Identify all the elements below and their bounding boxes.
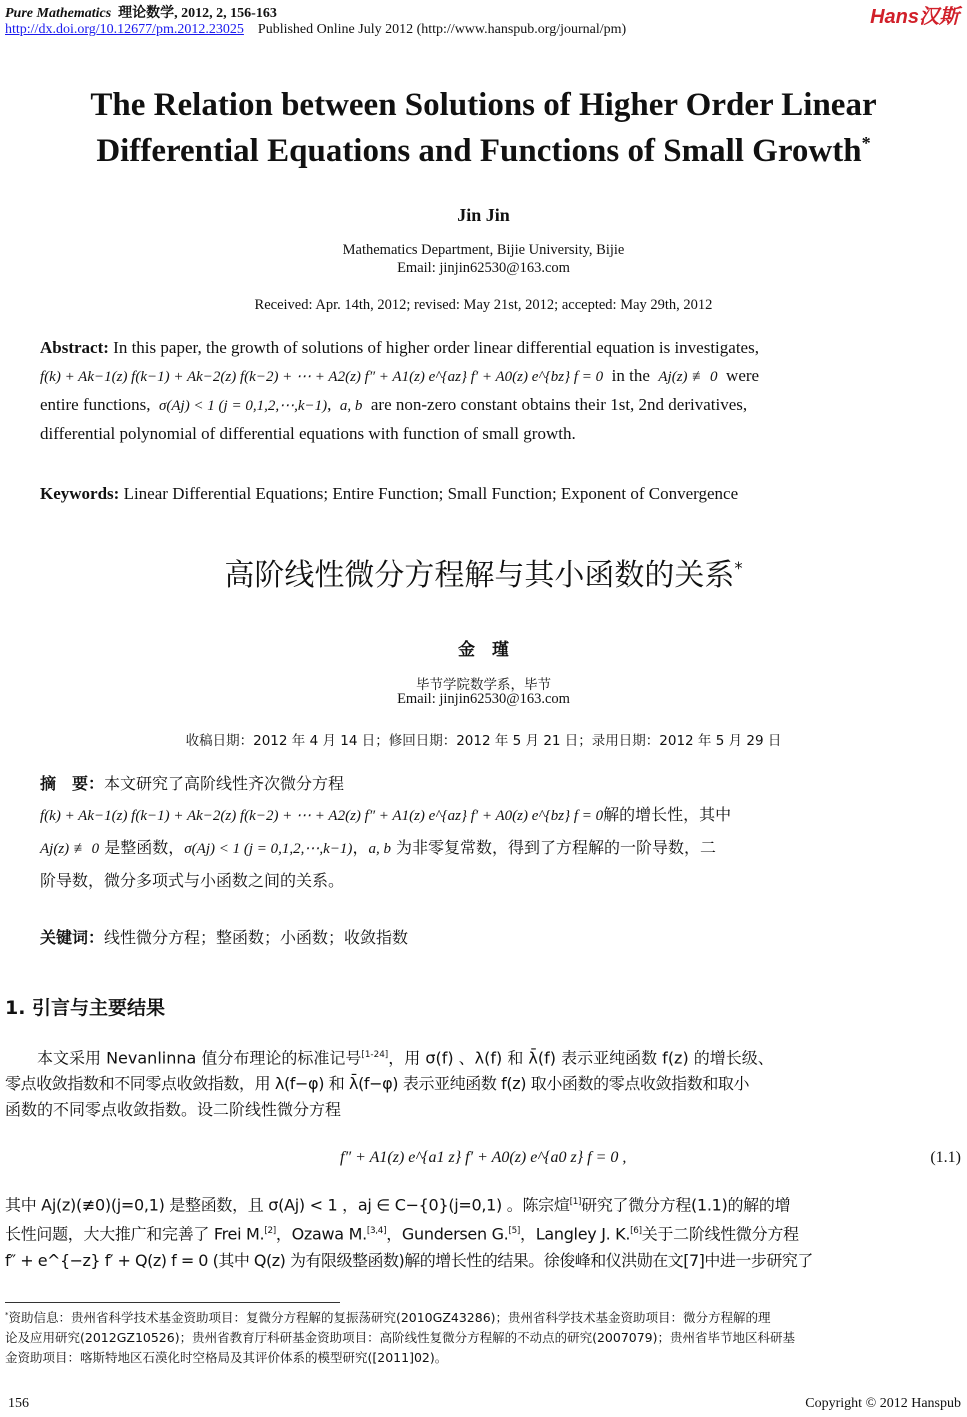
abstract-cn-text2: 解的增长性，其中 bbox=[603, 805, 732, 824]
footnote-text1: 资助信息：贵州省科学技术基金资助项目：复微分方程解的复振荡研究(2010GZ43286)；贵州省科学技术基金资助项目：微分方程解的理 bbox=[8, 1310, 771, 1326]
keywords-label-en: Keywords: bbox=[40, 484, 120, 503]
intro-line3: 函数的不同零点收敛指数。设二阶线性微分方程 bbox=[5, 1100, 342, 1120]
intro-paragraph-2 bbox=[5, 1189, 963, 1274]
title-en-line2-wrap bbox=[0, 124, 967, 170]
author-cn: 金 瑾 bbox=[458, 640, 509, 660]
equation-sigma-en: σ(Aj) < 1 (j = 0,1,2,⋯,k−1) bbox=[158, 398, 328, 414]
footnote-line1 bbox=[5, 1305, 963, 1328]
keywords-text-cn: 线性微分方程；整函数；小函数；收敛指数 bbox=[104, 928, 409, 947]
citation-ref[interactable]: [5] bbox=[508, 1226, 521, 1237]
footnote-divider bbox=[5, 1302, 340, 1303]
paper-title-cn bbox=[0, 550, 967, 594]
abstract-in-the: in the bbox=[611, 366, 650, 385]
intro2-text1b: 研究了微分方程(1.1)的解的增 bbox=[581, 1195, 791, 1215]
abstract-were: were bbox=[726, 366, 760, 385]
abstract-en bbox=[40, 334, 930, 448]
equation-ab-cn: a, b bbox=[368, 841, 391, 857]
keywords-label-cn: 关键词： bbox=[40, 928, 105, 947]
journal-citation: , 2012, 2, 156-163 bbox=[174, 6, 277, 21]
journal-header bbox=[5, 2, 277, 22]
journal-name-cn: 理论数学 bbox=[118, 5, 175, 21]
dates-en: Received: Apr. 14th, 2012; revised: May 21st, 2012; accepted: May 29th, 2012 bbox=[254, 297, 713, 313]
paper-title-en bbox=[0, 86, 967, 170]
abstract-cn-text3b: ， bbox=[352, 838, 369, 857]
citation-ref[interactable]: [6] bbox=[630, 1226, 642, 1237]
intro-line1 bbox=[5, 1042, 963, 1071]
abstract-en-line3: entire functions, σ(Aj) < 1 (j = 0,1,2,⋯,k−1), a, b are non-zero constant obtains their 1st, 2nd derivatives, bbox=[40, 395, 748, 414]
intro2-line2 bbox=[5, 1218, 963, 1247]
equation-Aj-en: Aj(z) ≢ 0 bbox=[658, 369, 718, 385]
footnote-mark: * bbox=[5, 1311, 9, 1319]
equation-ab-en: a, b bbox=[339, 398, 363, 414]
abstract-cn-text3a: 是整函数， bbox=[104, 838, 185, 857]
intro2-text2e: 关于二阶线性微分方程 bbox=[641, 1224, 799, 1244]
title-footnote-mark: * bbox=[861, 133, 871, 153]
published-online: Published Online July 2012 (http://www.hanspub.org/journal/pm) bbox=[257, 22, 627, 37]
abstract-cn-line2 bbox=[40, 799, 930, 832]
equation-Aj-cn: Aj(z) ≢ 0 bbox=[40, 841, 100, 857]
section-heading: 1. 引言与主要结果 bbox=[5, 997, 166, 1019]
intro-line2: 零点收敛指数和不同零点收敛指数，用 λ(f−φ) 和 λ̄(f−φ) 表示亚纯函数 f(z) 取小函数的零点收敛指数和取小 bbox=[5, 1074, 750, 1094]
equation-number: (1.1) bbox=[930, 1149, 961, 1166]
abstract-cn-line4: 阶导数，微分多项式与小函数之间的关系。 bbox=[40, 871, 345, 890]
abstract-label-cn: 摘 要： bbox=[40, 774, 105, 793]
intro-text1b: ，用 σ(f) 、λ(f) 和 λ̄(f) 表示亚纯函数 f(z) 的增长级、 bbox=[388, 1048, 774, 1068]
doi-line bbox=[5, 22, 626, 38]
intro2-text2d: ，Langley J. K. bbox=[520, 1224, 631, 1244]
title-cn-mark: * bbox=[734, 559, 743, 578]
abstract-cn bbox=[40, 768, 930, 896]
title-cn-text: 高阶线性微分方程解与其小函数的关系 bbox=[224, 558, 735, 593]
equation-sigma-cn: σ(Aj) < 1 (j = 0,1,2,⋯,k−1) bbox=[184, 841, 353, 857]
title-en-line2: Differential Equations and Functions of Small Growth bbox=[96, 133, 862, 169]
affiliation-en: Mathematics Department, Bijie University, Bijie bbox=[342, 242, 625, 258]
doi-link[interactable]: http://dx.doi.org/10.12677/pm.2012.23025 bbox=[5, 22, 244, 37]
email-en: Email: jinjin62530@163.com bbox=[397, 260, 570, 276]
author-en: Jin Jin bbox=[457, 205, 510, 225]
citation-ref[interactable]: [1] bbox=[569, 1197, 582, 1207]
footnote-line2: 论及应用研究(2012GZ10526)；贵州省教育厅科研基金资助项目：高阶线性复微分方程解的不动点的研究(2007079)；贵州省毕节地区科研基 bbox=[5, 1330, 796, 1346]
copyright: Copyright © 2012 Hanspub bbox=[805, 1396, 961, 1411]
intro2-text2b: ，Ozawa M. bbox=[275, 1224, 367, 1244]
citation-ref[interactable]: [2] bbox=[264, 1226, 276, 1237]
dates-cn: 收稿日期：2012 年 4 月 14 日；修回日期：2012 年 5 月 21 日；录用日期：2012 年 5 月 29 日 bbox=[185, 733, 782, 749]
intro2-line3: f″ + e^{−z} f′ + Q(z) f = 0 (其中 Q(z) 为有限级整函数)解的增长性的结果。徐俊峰和仪洪勋在文[7]中进一步研究了 bbox=[5, 1250, 813, 1270]
title-en-line1: The Relation between Solutions of Higher Order Linear bbox=[90, 87, 877, 123]
citation-ref[interactable]: [3,4] bbox=[366, 1226, 387, 1237]
footnote-line3: 金资助项目：喀斯特地区石漠化时空格局及其评价体系的模型研究([2011]02)。 bbox=[5, 1350, 448, 1366]
intro2-text2a: 长性问题，大大推广和完善了 Frei M. bbox=[5, 1224, 265, 1244]
intro2-line1 bbox=[5, 1189, 963, 1218]
keywords-text-en: Linear Differential Equations; Entire Function; Small Function; Exponent of Convergence bbox=[123, 484, 739, 503]
abstract-cn-line3 bbox=[40, 832, 930, 865]
abstract-en-text1: In this paper, the growth of solutions of higher order linear differential equation is investigates, bbox=[113, 338, 759, 357]
abstract-en-text3: are non-zero constant obtains their 1st, 2nd derivatives, bbox=[370, 395, 748, 414]
email-cn: Email: jinjin62530@163.com bbox=[397, 691, 570, 707]
abstract-en-line4: differential polynomial of differential equations with function of small growth. bbox=[40, 424, 576, 443]
equation-main-cn: f(k) + Ak−1(z) f(k−1) + Ak−2(z) f(k−2) + ⋯ + A2(z) f″ + A1(z) e^{az} f′ + A0(z) e^{bz} f = 0 bbox=[40, 808, 604, 824]
footnote bbox=[5, 1305, 963, 1368]
abstract-label-en: Abstract: bbox=[40, 338, 109, 357]
affiliation-cn: 毕节学院数学系，毕节 bbox=[416, 677, 551, 693]
intro-text1a: 本文采用 Nevanlinna 值分布理论的标准记号 bbox=[37, 1048, 362, 1068]
journal-name: Pure Mathematics bbox=[5, 6, 112, 21]
hanspub-logo: Hans汉斯 bbox=[870, 6, 959, 28]
abstract-cn-line1 bbox=[40, 768, 930, 799]
abstract-en-line2 bbox=[40, 362, 930, 391]
abstract-en-line1 bbox=[40, 334, 930, 362]
equation-main-en: f(k) + Ak−1(z) f(k−1) + Ak−2(z) f(k−2) + ⋯ + A2(z) f″ + A1(z) e^{az} f′ + A0(z) e^{bz} f = 0 bbox=[40, 369, 604, 385]
intro-paragraph bbox=[5, 1042, 963, 1123]
abstract-entire: entire functions, bbox=[40, 395, 151, 414]
equation-1-1: f″ + A1(z) e^{a1 z} f′ + A0(z) e^{a0 z} f = 0 , bbox=[340, 1149, 627, 1166]
intro2-text1a: 其中 Aj(z)(≢0)(j=0,1) 是整函数，且 σ(Aj) < 1 ，aj ∈ C−{0}(j=0,1) 。陈宗煊 bbox=[5, 1195, 570, 1215]
intro2-text2c: ，Gundersen G. bbox=[386, 1224, 509, 1244]
citation-ref[interactable]: [1-24] bbox=[361, 1050, 389, 1060]
abstract-cn-text3c: 为非零复常数，得到了方程解的一阶导数，二 bbox=[396, 838, 717, 857]
keywords-en bbox=[40, 480, 930, 508]
page-number: 156 bbox=[8, 1396, 29, 1411]
keywords-cn bbox=[40, 924, 930, 952]
abstract-cn-text1: 本文研究了高阶线性齐次微分方程 bbox=[104, 774, 345, 793]
